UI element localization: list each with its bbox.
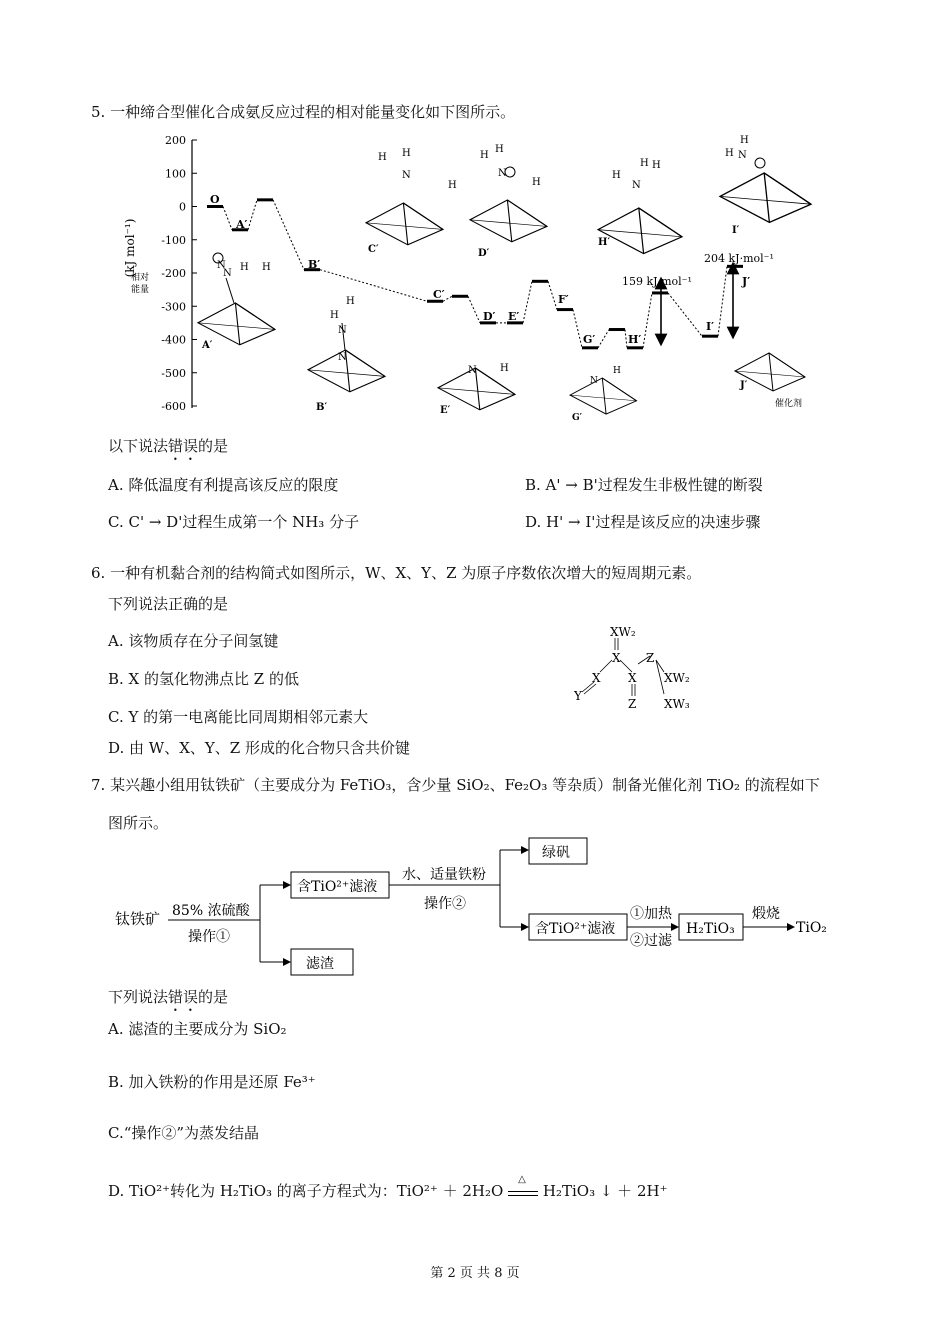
- svg-text:B′: B′: [316, 402, 328, 413]
- svg-text:D′: D′: [478, 248, 490, 259]
- y-tick-label: -400: [161, 333, 186, 347]
- q6-structure: [560, 620, 720, 715]
- state-G: G′: [583, 333, 596, 346]
- svg-text:H: H: [262, 262, 271, 273]
- structure-H: [598, 158, 682, 254]
- q7-prompt: 下列说法错误的是: [108, 988, 229, 1006]
- svg-text:85% 浓硫酸: 85% 浓硫酸: [172, 903, 250, 919]
- flow-product: TiO₂: [796, 920, 827, 936]
- y-tick-label: 200: [165, 134, 186, 147]
- svg-text:H: H: [240, 262, 249, 273]
- svg-text:N: N: [217, 260, 226, 271]
- svg-text:N: N: [338, 352, 347, 363]
- svg-text:水、适量铁粉: 水、适量铁粉: [402, 867, 486, 883]
- energy-connector: [573, 310, 582, 348]
- y-tick-label: -300: [161, 300, 186, 314]
- q6-stem: 6. 一种有机黏合剂的结构简式如图所示，W、X、Y、Z 为原子序数依次增大的短周期元素。: [91, 564, 702, 582]
- y-label-1: 相对: [130, 273, 150, 283]
- svg-text:N: N: [468, 365, 477, 376]
- q5-energy-diagram: [120, 128, 840, 428]
- structure-B: [308, 296, 385, 413]
- svg-text:②过滤: ②过滤: [630, 933, 672, 949]
- state-B: B′: [308, 258, 321, 271]
- state-D: D′: [483, 310, 496, 323]
- svg-text:J′: J′: [740, 380, 748, 391]
- y-tick-label: -200: [161, 267, 186, 280]
- q5-option-a[interactable]: A. 降低温度有利提高该反应的限度: [108, 476, 339, 494]
- flow-box3: 绿矾: [542, 845, 570, 861]
- svg-text:Z: Z: [646, 651, 655, 665]
- svg-text:X: X: [592, 671, 601, 685]
- svg-text:H: H: [612, 170, 621, 181]
- structure-C: [366, 148, 457, 255]
- svg-text:①加热: ①加热: [630, 906, 672, 922]
- heating-condition: △: [508, 1182, 538, 1196]
- state-F: F′: [558, 293, 569, 306]
- svg-text:H: H: [330, 310, 339, 321]
- svg-text:H: H: [378, 152, 387, 163]
- state-H: H′: [628, 333, 642, 346]
- energy-connector: [718, 266, 727, 336]
- svg-text:H′: H′: [598, 237, 611, 248]
- svg-text:N: N: [632, 180, 641, 191]
- structure-A: [198, 253, 275, 351]
- state-O: O: [210, 193, 220, 206]
- state-C: C′: [433, 288, 445, 301]
- svg-text:A′: A′: [202, 340, 213, 351]
- q6-option-d[interactable]: D. 由 W、X、Y、Z 形成的化合物只含共价键: [108, 739, 410, 757]
- q6-prompt: 下列说法正确的是: [108, 595, 229, 613]
- flow-start: 钛铁矿: [115, 910, 161, 928]
- structure-D: [470, 144, 547, 259]
- q7-flowchart: [110, 835, 840, 980]
- state-E: E′: [508, 310, 520, 323]
- energy-connector: [320, 270, 427, 302]
- svg-text:H: H: [346, 296, 355, 307]
- page-footer: 第 2 页 共 8 页: [430, 1266, 520, 1281]
- q5-prompt: 以下说法错误的是: [108, 437, 229, 455]
- q5-option-b[interactable]: B. A' → B'过程发生非极性键的断裂: [525, 476, 763, 494]
- barrier-204: 204 kJ·mol⁻¹: [704, 252, 774, 265]
- svg-text:H: H: [480, 150, 489, 161]
- svg-text:XW₃: XW₃: [664, 697, 690, 711]
- y-tick-label: 100: [165, 167, 186, 181]
- svg-text:H: H: [402, 148, 411, 159]
- q7-option-b[interactable]: B. 加入铁粉的作用是还原 Fe³⁺: [108, 1073, 316, 1091]
- svg-text:H: H: [532, 177, 541, 188]
- svg-text:操作①: 操作①: [188, 929, 230, 945]
- y-label-2: 能量: [130, 285, 150, 295]
- state-J: J′: [742, 275, 751, 288]
- svg-text:XW₂: XW₂: [664, 671, 690, 685]
- q6-option-b[interactable]: B. X 的氢化物沸点比 Z 的低: [108, 670, 299, 688]
- barrier-159: 159 kJ·mol⁻¹: [622, 275, 692, 288]
- svg-text:H: H: [640, 158, 649, 169]
- y-tick-label: -500: [161, 366, 186, 380]
- svg-text:H: H: [652, 160, 661, 171]
- structure-J: [735, 353, 805, 409]
- structure-G: [570, 366, 637, 423]
- energy-connector: [598, 330, 609, 348]
- svg-text:XW₂: XW₂: [610, 625, 636, 639]
- energy-connector: [523, 281, 532, 323]
- q6-option-a[interactable]: A. 该物质存在分子间氢键: [108, 632, 279, 650]
- svg-text:N: N: [498, 168, 507, 179]
- q7-option-c[interactable]: C.“操作②”为蒸发结晶: [108, 1124, 260, 1142]
- svg-text:N: N: [590, 376, 598, 386]
- svg-text:E′: E′: [440, 405, 451, 416]
- y-tick-label: 0: [179, 200, 186, 214]
- svg-text:X: X: [612, 651, 621, 665]
- structure-E: [438, 363, 515, 416]
- state-A: A′: [236, 218, 248, 231]
- q6-option-c[interactable]: C. Y 的第一电离能比同周期相邻元素大: [108, 708, 369, 726]
- svg-text:Y: Y: [574, 689, 582, 703]
- y-tick-label: -600: [161, 400, 186, 413]
- svg-text:G′: G′: [572, 413, 583, 423]
- svg-text:Z: Z: [628, 697, 637, 711]
- svg-text:操作②: 操作②: [424, 896, 466, 912]
- y-unit: (kJ mol⁻¹): [123, 218, 137, 278]
- state-I: I′: [706, 320, 715, 333]
- svg-text:H: H: [740, 135, 749, 146]
- flow-box1: 含TiO²⁺滤液: [297, 879, 378, 895]
- q5-stem: 5. 一种缔合型催化合成氨反应过程的相对能量变化如下图所示。: [91, 103, 516, 121]
- catalyst-label: 催化剂: [775, 399, 803, 409]
- q7-stem-line1: 7. 某兴趣小组用钛铁矿（主要成分为 FeTiO₃，含少量 SiO₂、Fe₂O₃ 等杂质）制备光催化剂 TiO₂ 的流程如下: [91, 776, 820, 794]
- svg-text:X: X: [628, 671, 637, 685]
- svg-text:N: N: [738, 150, 747, 161]
- q5-option-c[interactable]: C. C' → D'过程生成第一个 NH₃ 分子: [108, 513, 360, 531]
- energy-connector: [668, 293, 702, 336]
- energy-connector: [468, 296, 480, 323]
- flow-box5: H₂TiO₃: [686, 921, 735, 937]
- svg-text:煅烧: 煅烧: [752, 906, 780, 922]
- q7-stem-line2: 图所示。: [108, 814, 169, 832]
- energy-connector: [643, 293, 652, 348]
- svg-text:H: H: [613, 366, 621, 376]
- svg-text:H: H: [448, 180, 457, 191]
- svg-text:N: N: [223, 268, 232, 279]
- energy-connector: [223, 207, 232, 230]
- energy-connector: [273, 200, 304, 270]
- q7-option-d[interactable]: D. TiO²⁺转化为 H₂TiO₃ 的离子方程式为：TiO²⁺ ＋ 2H₂O △ H₂TiO₃ ↓ ＋ 2H⁺: [108, 1174, 668, 1200]
- svg-text:H: H: [725, 148, 734, 159]
- flow-box2: 滤渣: [306, 956, 334, 972]
- svg-text:I′: I′: [732, 225, 740, 236]
- energy-connector: [625, 330, 627, 348]
- q5-option-d[interactable]: D. H' → I'过程是该反应的决速步骤: [525, 513, 761, 531]
- svg-text:N: N: [338, 325, 347, 336]
- svg-text:H: H: [495, 144, 504, 155]
- y-tick-label: -100: [161, 233, 186, 247]
- flow-box4: 含TiO²⁺滤液: [535, 921, 616, 937]
- energy-connector: [248, 200, 257, 230]
- structure-I: [720, 135, 811, 236]
- energy-connector: [548, 281, 557, 309]
- svg-text:N: N: [402, 170, 411, 181]
- q7-option-a[interactable]: A. 滤渣的主要成分为 SiO₂: [108, 1020, 287, 1038]
- svg-text:C′: C′: [368, 244, 379, 255]
- svg-text:H: H: [500, 363, 509, 374]
